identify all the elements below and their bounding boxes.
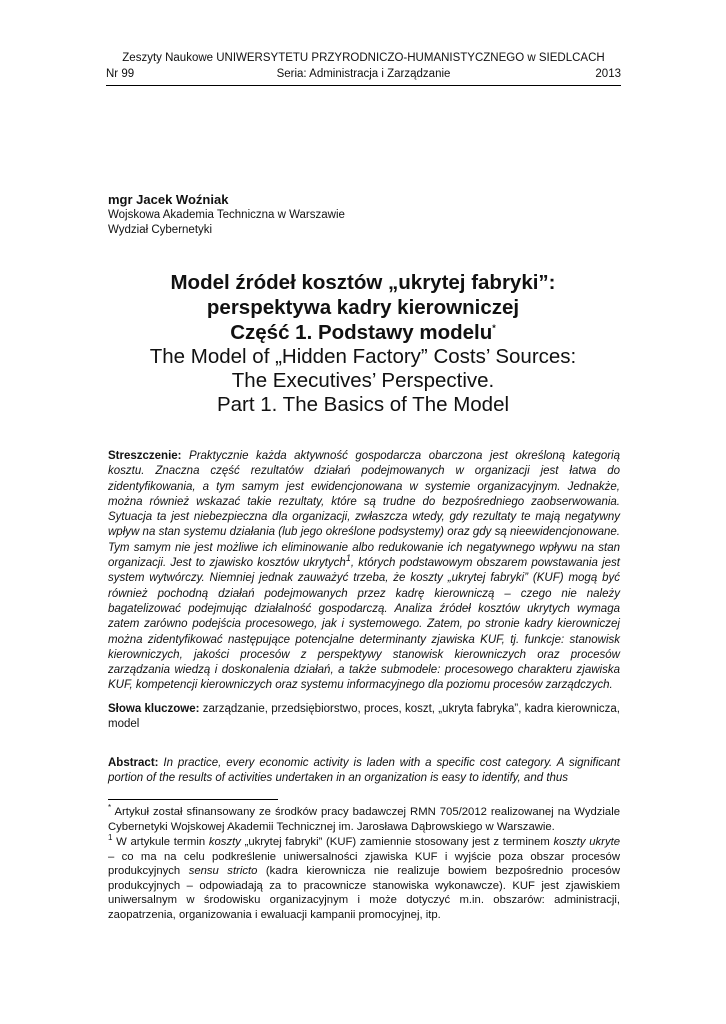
footnote-1-text-c: – co ma na celu podkreślenie uniwersalności zjawiska KUF i wyjście poza obszar procesów produkcyjnych (108, 850, 620, 878)
header-rule (106, 85, 621, 86)
keywords (108, 702, 620, 733)
abstract-en (108, 756, 620, 787)
keywords-text: zarządzanie, przedsiębiorstwo, proces, koszt, „ukryta fabryka”, kadra kierownicza, model (108, 703, 620, 731)
footnote-1-term-c: sensu stricto (188, 865, 258, 878)
abstract-en-label: Abstract: (108, 757, 159, 769)
title-en-line2: The Executives’ Perspective. (231, 369, 495, 392)
keywords-label: Słowa kluczowe: (108, 703, 200, 715)
author-affiliation: Wojskowa Akademia Techniczna w Warszawie (108, 209, 345, 221)
footnote-1-mark: 1 (108, 833, 113, 843)
footnote-1-text-b: „ukrytej fabryki” (KUF) zamiennie stosowany jest z terminem (240, 836, 554, 848)
author-department: Wydział Cybernetyki (108, 224, 213, 236)
series-name: Seria: Administracja i Zarządzanie (276, 68, 451, 80)
title-block (100, 270, 626, 417)
abstract-en-text: In practice, every economic activity is laden with a specific cost category. A significant portion of the results of activities undertaken in an organization is easy to identify, and thus (108, 757, 620, 785)
footnote-star-mark: * (108, 803, 112, 813)
title-footnote-mark: * (492, 323, 496, 334)
author-name: mgr Jacek Woźniak (108, 192, 229, 207)
title-pl-line3-text: Część 1. Podstawy modelu (230, 321, 493, 344)
header-row (106, 68, 621, 84)
footnote-1 (108, 835, 620, 923)
title-pl-line2: perspektywa kadry kierowniczej (206, 296, 520, 319)
footnote-1-text-a: W artykule termin (112, 836, 209, 848)
issue-number: Nr 99 (106, 68, 135, 80)
abstract-pl (108, 449, 620, 694)
title-pl-line1: Model źródeł kosztów „ukrytej fabryki”: (170, 271, 556, 294)
title-en-line3: Part 1. The Basics of The Model (216, 393, 510, 416)
footnote-1-text-d: (kadra kierownicza nie realizuje bowiem bezpośrednio procesów produkcyjnych – odpowiadają za to pracownicze stanowiska wykonawcze). KUF jest zjawiskiem uniwersalnym w środowisku organizacyjnym i może dotyczyć m.in. obszarów: administracji, zaopatrzenia, organizowania i ewaluacji kampanii promocyjnej, itp. (108, 865, 620, 921)
footnote-star (108, 805, 620, 834)
footnote-1-term-b: koszty ukryte (553, 836, 621, 848)
title-en-line1: The Model of „Hidden Factory” Costs’ Sources: (149, 345, 577, 368)
journal-header: Zeszyty Naukowe UNIWERSYTETU PRZYRODNICZO-HUMANISTYCZNEGO w SIEDLCACH (122, 52, 605, 64)
title-pl-line3 (100, 320, 626, 345)
footnote-rule (108, 799, 278, 800)
footnote-1-term-a: koszty (208, 836, 241, 848)
abstract-pl-text-1: Praktycznie każda aktywność gospodarcza obarczona jest określoną kategorią kosztu. Znaczna część rezultatów działań podejmowanych w organizacji jest łatwa do zidentyfikowania, a tym samym jest ewidencjonowana w systemie organizacyjnym. Jednakże, można również wskazać takie rezultaty, które są trudne do bezpośredniego zaobserwowania. Sytuacja ta jest niebezpieczna dla organizacji, zwłaszcza wtedy, gdy rezultaty te mają negatywny wpływ na stan systemu działania (lub jego określone podsystemy) oraz gdy są nieewidencjonowane. Tym samym nie jest możliwe ich eliminowanie albo redukowanie ich negatywnego wpływu na stan organizacji. Jest to zjawisko kosztów ukrytych (108, 450, 620, 570)
footnote-star-text: Artykuł został sfinansowany ze środków pracy badawczej RMN 705/2012 realizowanej na Wydziale Cybernetyki Wojskowej Akademii Technicznej im. Jarosława Dąbrowskiego w Warszawie. (108, 806, 620, 833)
abstract-pl-footnote-ref: 1 (345, 553, 351, 564)
abstract-pl-text-2: , których podstawowym obszarem powstawania jest system wytwórczy. Niemniej jednak zauważyć trzeba, że koszty „ukrytej fabryki” (KUF) mogą być również pochodną działań podejmowanych przez kadrę kierowniczą – czego nie należy bagatelizować podejmując działalność gospodarczą. Analiza źródeł kosztów ukrytych wymaga zatem zarówno podejścia procesowego, jak i systemowego. Zatem, po stronie kadry kierowniczej można zidentyfikować następujące potencjalne determinanty zjawiska KUF, tj. funkcje: stanowisk kierowniczych, jakości procesów z perspektywy stanowisk kierowniczych oraz procesów zarządzania wiedzą i doskonalenia działań, a także submodele: procesowego charakteru zjawiska KUF, kompetencji kierowniczych oraz systemu informacyjnego dla poziomu procesów zarządczych. (108, 557, 620, 692)
abstract-pl-label: Streszczenie: (108, 450, 182, 462)
publication-year: 2013 (595, 68, 621, 80)
